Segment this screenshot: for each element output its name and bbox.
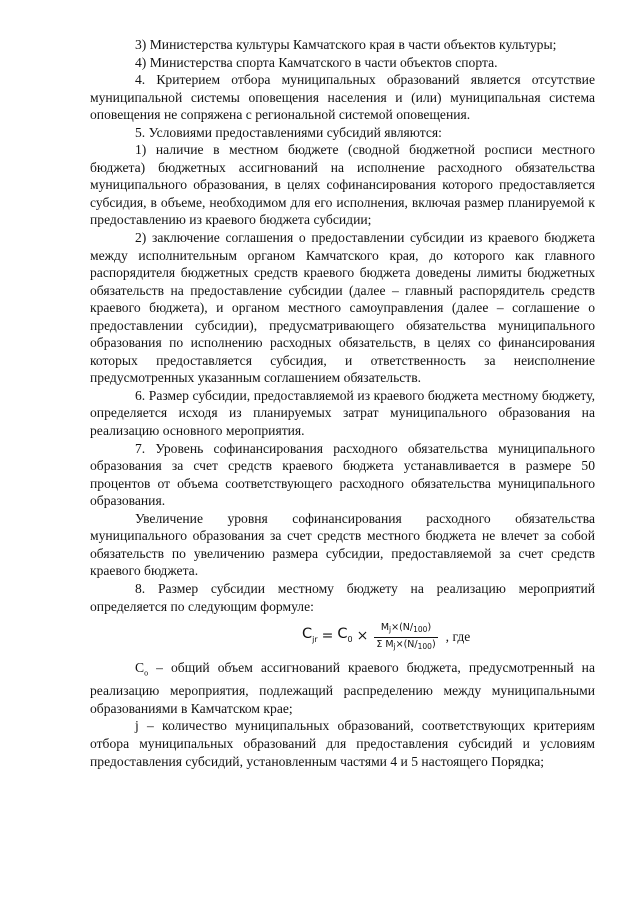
formula-c0: $C_0$ [337,625,353,644]
paragraph-cofinancing-increase: Увеличение уровня софинансирования расходного обязательства муниципального образования за счет средств местного бюджета не влечет за собой обязательств по увеличению размера субсидии, предоставляемой за счет средств краевого бюджета. [90,510,595,579]
formula-equals: = [321,628,334,645]
formula-times: × [356,628,369,645]
paragraph-condition-2: 2) заключение соглашения о предоставлении субсидии из краевого бюджета между исполнительным органом Камчатского края, до которого как главного распорядителя бюджетных средств краевого бюджета доведены лимиты бюджетных обязательств на предоставление субсидии (далее – главный распорядитель средств краевого бюджета), и органом местного самоуправления (далее – соглашение о предоставлении субсидии), предусматривающего обязательства муниципального образования по исполнению расходных обязательств, в целях со финансирования которых предоставляется субсидия, и ответственность за неисполнение предусмотренных указанным соглашением обязательств. [90,230,595,386]
subsidy-formula [302,617,470,657]
document-page [90,36,595,770]
paragraph-selection-criterion: 4. Критерием отбора муниципальных образований является отсутствие муниципальной системы оповещения населения и (или) муниципальная система оповещения не сопряжена с региональной системой оповещения. [90,72,595,123]
formula-lhs: $C_{jr}$ [302,625,318,644]
formula-block [90,617,595,657]
paragraph-cofinancing-level: 7. Уровень софинансирования расходного обязательства муниципального образования за счет средств краевого бюджета устанавливается в размере 50 процентов от объема соответствующего расходного обязательства муниципального образования. [90,440,595,509]
paragraph-formula-intro: 8. Размер субсидии местному бюджету на реализацию мероприятий определяется по следующим формуле: [90,580,595,614]
paragraph-condition-1: 1) наличие в местном бюджете (сводной бюджетной росписи местного бюджета) бюджетных ассигнований на исполнение расходного обязательства муниципального образования, в целях софинансирования которого предоставляется субсидия, в объеме, необходимом для его исполнения, включая размер планируемой к предоставлению из краевого бюджета субсидии; [90,142,595,228]
paragraph-j-definition: j – количество муниципальных образований, соответствующих критериям отбора муниципальных образований для предоставления субсидий и условиям предоставления субсидий, установленным частями 4 и 5 настоящего Порядка; [90,718,595,769]
paragraph-subsidy-size: 6. Размер субсидии, предоставляемой из краевого бюджета местному бюджету, определяется исходя из планируемых затрат муниципального образования на реализацию основного мероприятия. [90,387,595,439]
paragraph-sport-ministry: 4) Министерства спорта Камчатского в части объектов спорта. [135,54,498,70]
formula-denominator: Σ $M_j\times(N/_{100})$ [376,638,436,651]
paragraph-culture-ministry: 3) Министерства культуры Камчатского края в части объектов культуры; [135,37,557,52]
formula-fraction [374,621,437,654]
paragraph-c0-definition: $С_о$ – общий объем ассигнований краевого бюджета, предусмотренный на реализацию мероприятия, подлежащий распределению между муниципальными образованиями в Камчатском крае; [90,660,595,716]
paragraph-conditions-heading: 5. Условиями предоставлениями субсидий являются: [135,124,442,140]
formula-numerator: $M_j\times(N/_{100})$ [380,621,432,634]
formula-tail: , где [445,629,471,645]
